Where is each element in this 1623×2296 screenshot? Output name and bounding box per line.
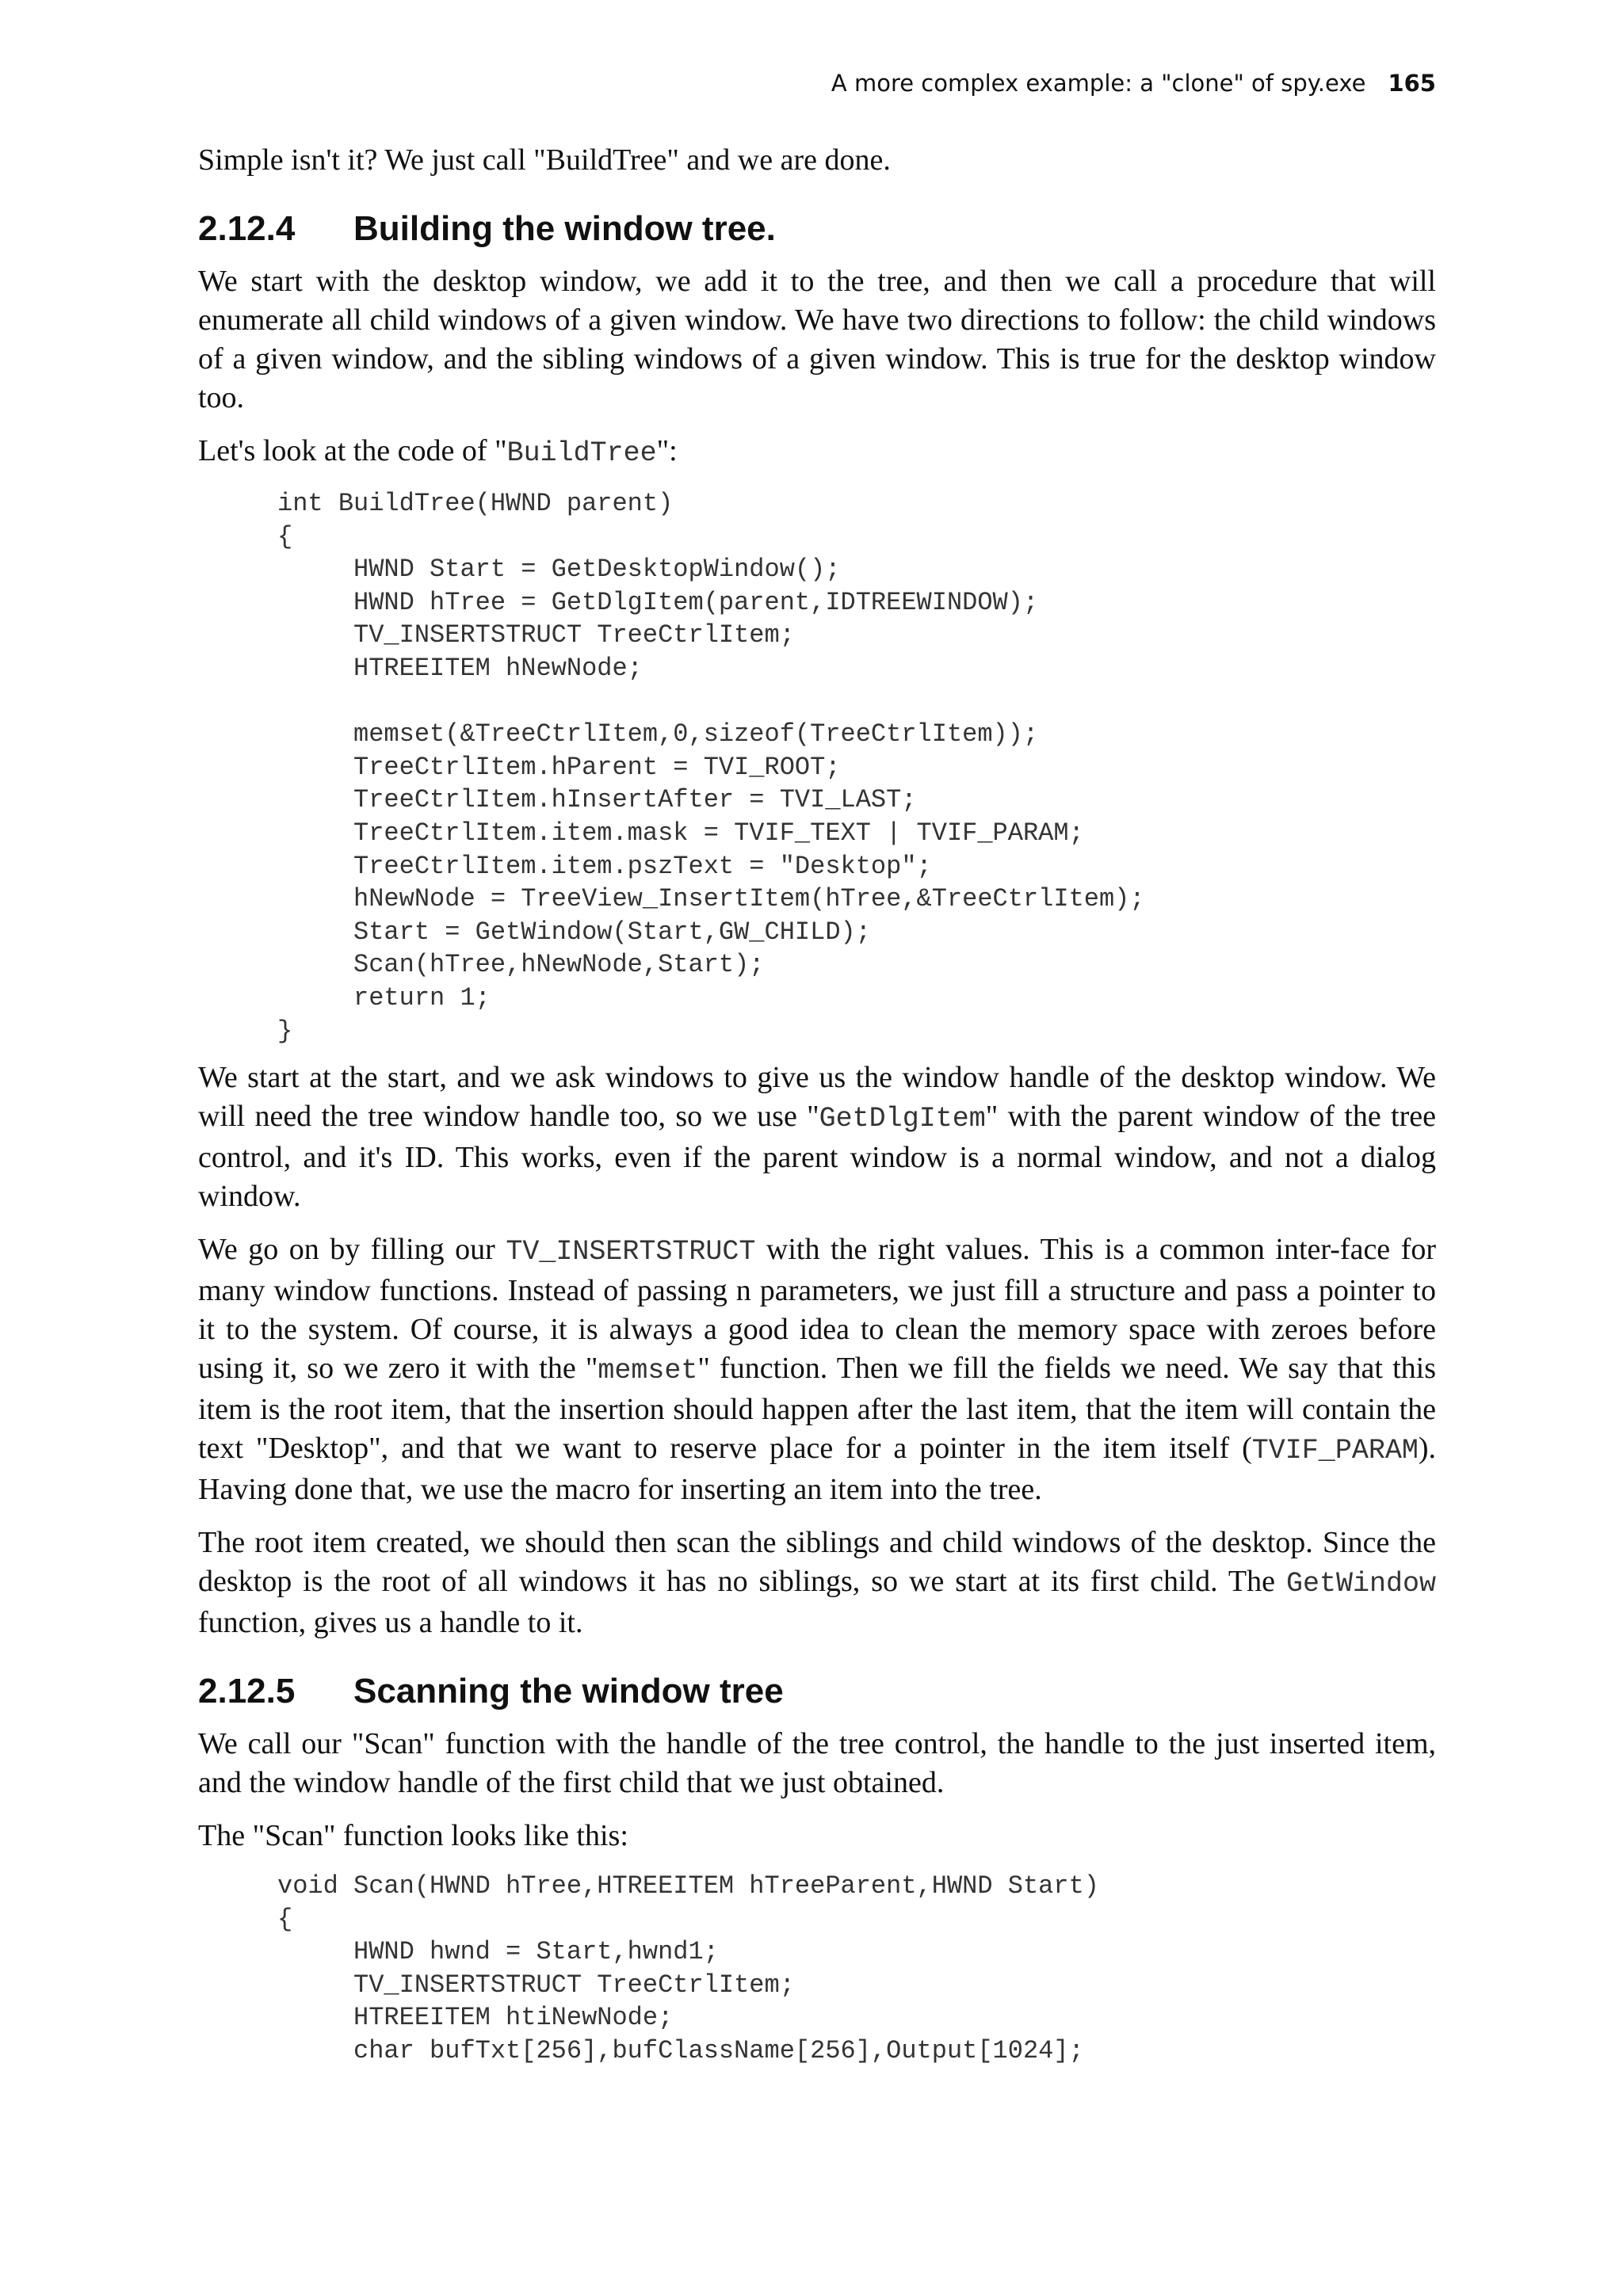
- section-heading-building-tree: [198, 207, 1436, 251]
- running-header: [831, 70, 1436, 97]
- text-run: We start at the start, and we ask windows to give us the window handle of the desktop window. We will need the tree window handle too, so we use ": [198, 1061, 1436, 1134]
- section-number: 2.12.5: [198, 1672, 296, 1711]
- text-run: The root item created, we should then scan the siblings and child windows of the desktop. Since the desktop is the root of all windows it has no siblings, so we start at its first child. The: [198, 1526, 1436, 1599]
- text-run: ). Having done that, we use the macro for inserting an item into the tree.: [198, 1432, 1436, 1507]
- page-number: 165: [1388, 70, 1436, 97]
- paragraph-call-scan: We call our "Scan" function with the handle of the tree control, the handle to the just inserted item, and the window handle of the first child that we just obtained.: [198, 1727, 1436, 1800]
- paragraph-start-at-start: [198, 1058, 1436, 1216]
- paragraph-intro: Simple isn't it? We just call "BuildTree" and we are done.: [198, 143, 891, 177]
- section-title: Scanning the window tree: [353, 1672, 784, 1711]
- text-run: " with the parent window of the tree control, and it's ID. This works, even if the parent window is a normal window, and not a dialog window.: [198, 1100, 1436, 1214]
- paragraph-insertstruct: [198, 1230, 1436, 1509]
- inline-code: GetDlgItem: [819, 1103, 986, 1135]
- section-title: Building the window tree.: [353, 209, 776, 248]
- page-content: [198, 141, 1436, 2079]
- paragraph-root-item: [198, 1524, 1436, 1642]
- inline-code: BuildTree: [506, 437, 657, 469]
- inline-code: memset: [598, 1355, 698, 1387]
- paragraph-desktop-window: We start with the desktop window, we add it to the tree, and then we call a procedure that will enumerate all child windows of a given window. We have two directions to follow: the child windows of a given window, and the sibling windows of a given window. This is true for the desktop window too.: [198, 265, 1436, 414]
- text-run: ":: [656, 434, 678, 467]
- paragraph-scan-looks-like: The "Scan" function looks like this:: [198, 1819, 628, 1853]
- inline-code: TVIF_PARAM: [1251, 1435, 1419, 1467]
- inline-code: GetWindow: [1285, 1568, 1436, 1600]
- text-run: " function. Then we fill the fields we need. We say that this item is the root item, that the insertion should happen after the last item, that the item will contain the text "Desktop", and that we want to reserve place for a pointer in the item itself (: [198, 1352, 1436, 1466]
- paragraph-look-at-code: [198, 432, 1436, 473]
- text-run: Let's look at the code of ": [198, 434, 507, 467]
- code-block-scan: void Scan(HWND hTree,HTREEITEM hTreeParent,HWND Start) { HWND hwnd = Start,hwnd1; TV_INSERTSTRUCT TreeCtrlItem; HTREEITEM htiNewNode; char bufTxt[256],bufClassName[256],Output[1024];: [277, 1871, 1099, 2066]
- text-run: We go on by filling our: [198, 1233, 506, 1267]
- section-heading-scanning-tree: [198, 1669, 1436, 1714]
- running-title: A more complex example: a "clone" of spy.exe: [831, 70, 1366, 97]
- text-run: with the right values. This is a common inter-face for many window functions. Instead of passing n parameters, we just fill a structure and pass a pointer to it to the system. Of course, it is always a good idea to clean the memory space with zeroes before using it, so we zero it with the ": [198, 1233, 1436, 1386]
- inline-code: TV_INSERTSTRUCT: [506, 1236, 756, 1268]
- section-number: 2.12.4: [198, 209, 296, 248]
- code-block-buildtree: int BuildTree(HWND parent) { HWND Start = GetDesktopWindow(); HWND hTree = GetDlgItem(parent,IDTREEWINDOW); TV_INSERTSTRUCT TreeCtrlItem; HTREEITEM hNewNode; memset(&TreeCtrlItem,0,sizeof(TreeCtrlItem)); TreeCtrlItem.hParent = TVI_ROOT; TreeCtrlItem.hInsertAfter = TVI_LAST; TreeCtrlItem.item.mask = TVIF_TEXT | TVIF_PARAM; TreeCtrlItem.item.pszText = "Desktop"; hNewNode = TreeView_InsertItem(hTree,&TreeCtrlItem); Start = GetWindow(Start,GW_CHILD); Scan(hTree,hNewNode,Start); return 1; }: [277, 489, 1145, 1046]
- text-run: function, gives us a handle to it.: [198, 1606, 583, 1640]
